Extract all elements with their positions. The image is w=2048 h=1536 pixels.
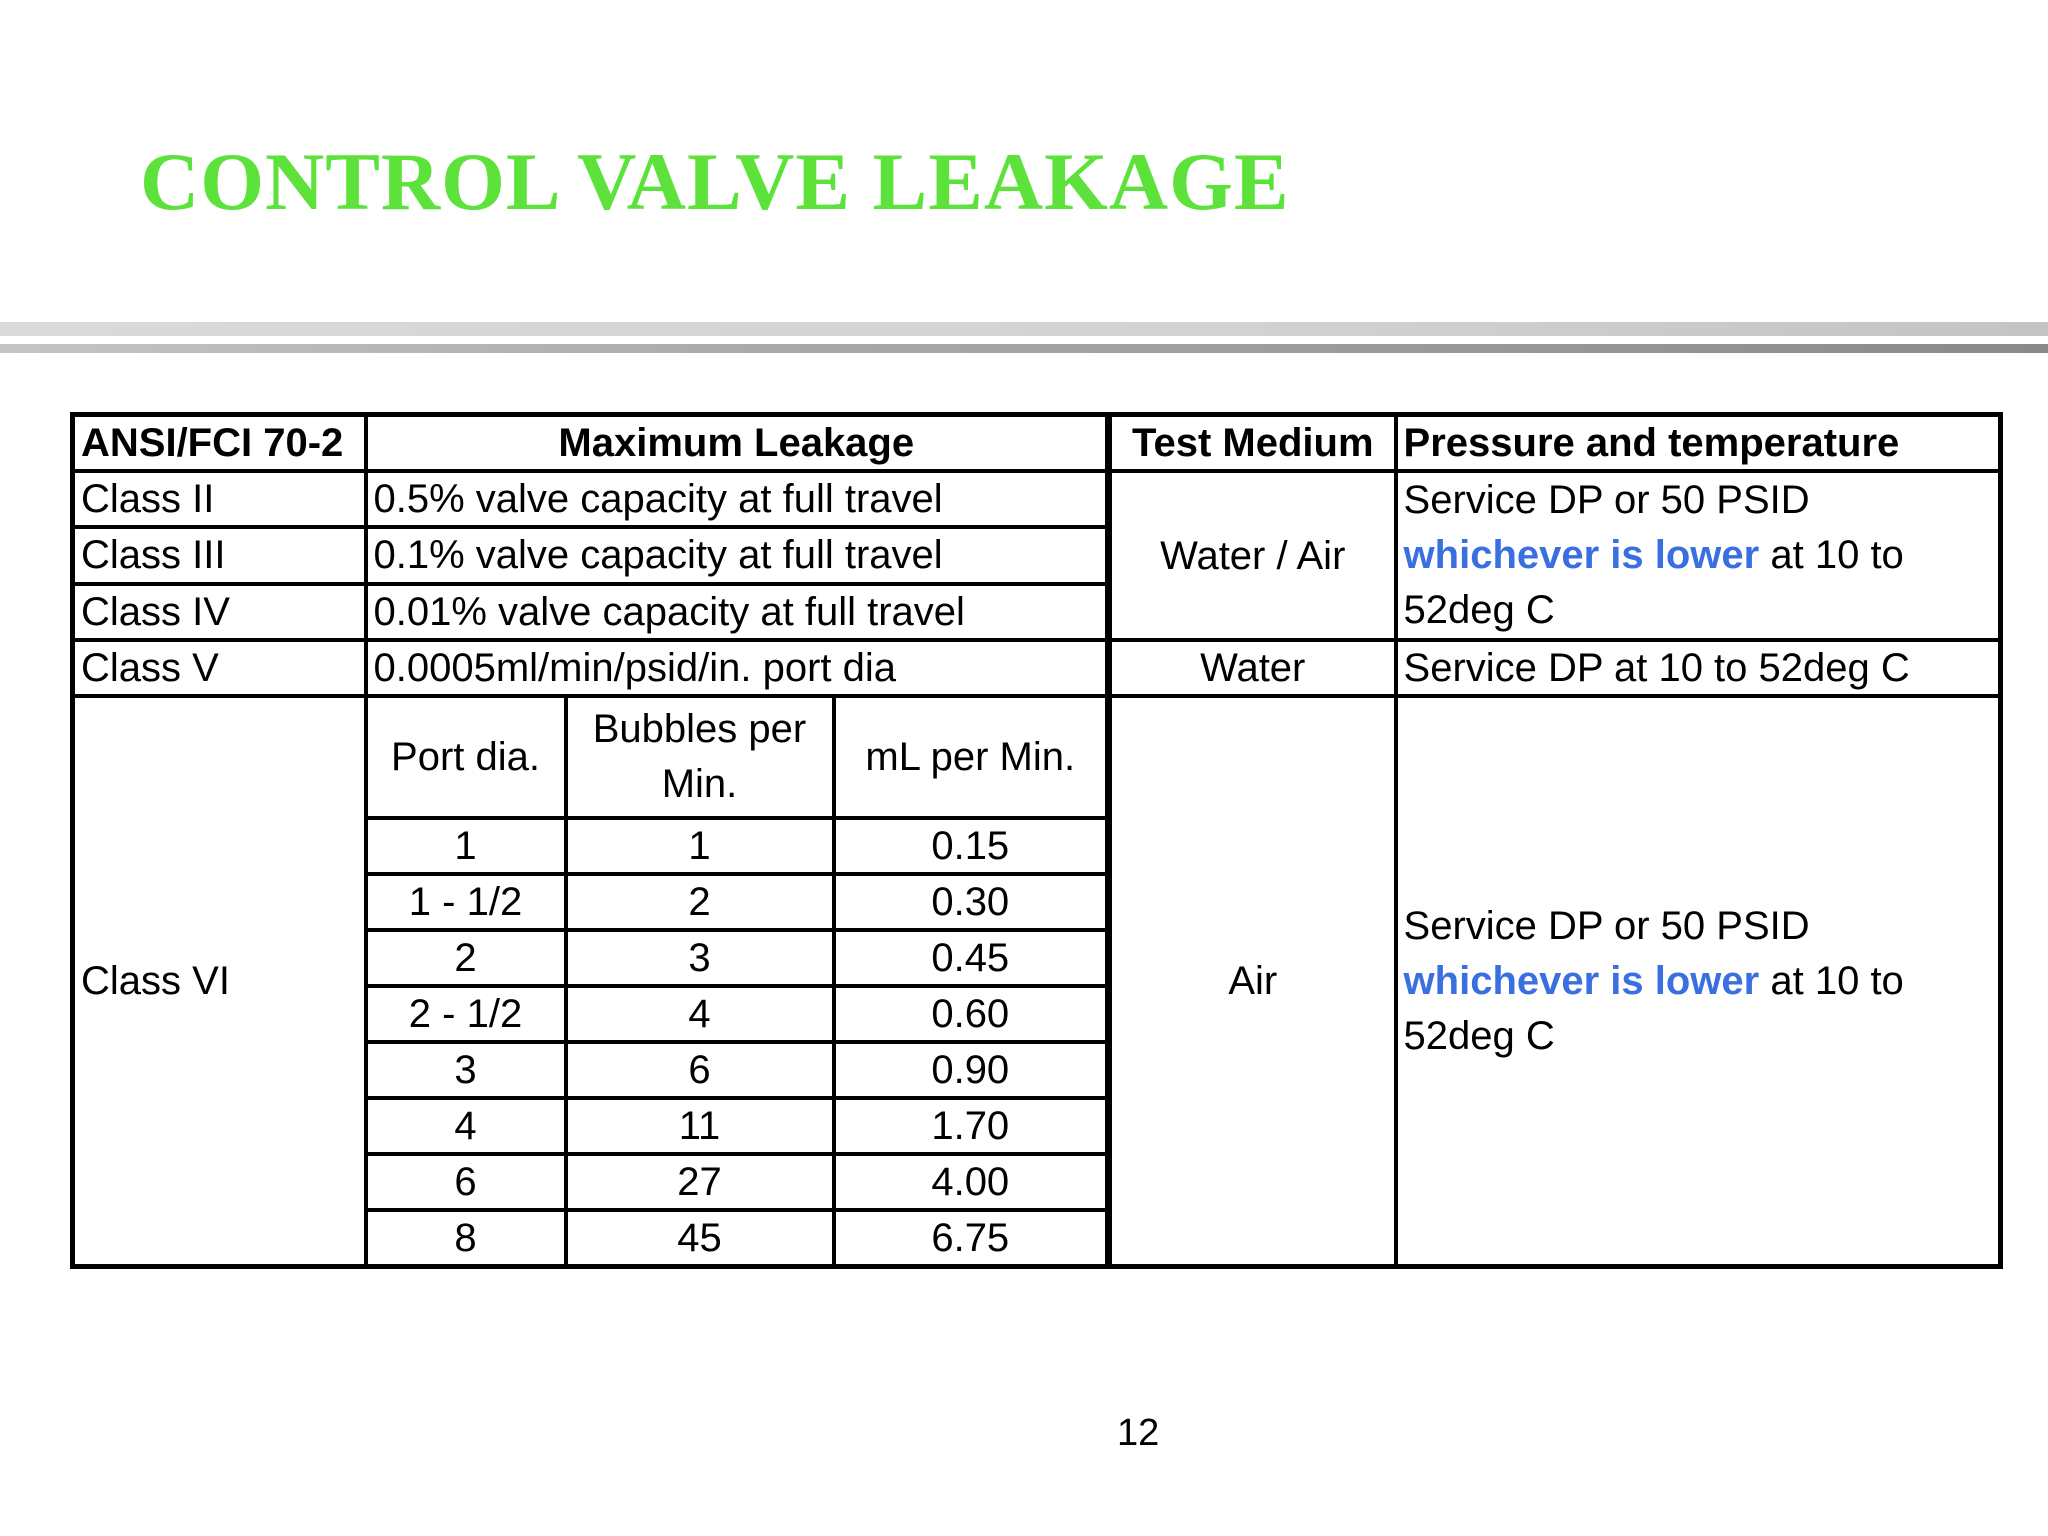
port-dia-cell: 1 xyxy=(366,818,566,874)
pressure-prefix: Service DP or 50 PSID xyxy=(1403,903,1810,948)
ml-cell: 1.70 xyxy=(834,1098,1109,1154)
class-label: Class VI xyxy=(73,696,366,1267)
port-dia-cell: 6 xyxy=(366,1154,566,1210)
bubbles-cell: 3 xyxy=(566,930,834,986)
ml-cell: 0.15 xyxy=(834,818,1109,874)
table-header-row xyxy=(73,415,2001,472)
port-dia-cell: 1 - 1/2 xyxy=(366,874,566,930)
ml-cell: 0.90 xyxy=(834,1042,1109,1098)
port-dia-cell: 4 xyxy=(366,1098,566,1154)
title-divider-light xyxy=(0,322,2048,336)
test-medium-value: Water / Air xyxy=(1109,471,1396,640)
bubbles-cell: 6 xyxy=(566,1042,834,1098)
ml-cell: 0.60 xyxy=(834,986,1109,1042)
class-label: Class II xyxy=(73,471,366,527)
table-row xyxy=(73,640,2001,696)
header-standard: ANSI/FCI 70-2 xyxy=(73,415,366,472)
bubbles-cell: 45 xyxy=(566,1210,834,1267)
max-leakage-value: 0.0005ml/min/psid/in. port dia xyxy=(366,640,1109,696)
page-number: 12 xyxy=(1117,1412,1160,1454)
port-dia-cell: 8 xyxy=(366,1210,566,1267)
header-max-leakage: Maximum Leakage xyxy=(366,415,1109,472)
pressure-suffix: at 10 to 52deg C xyxy=(1403,533,1904,632)
leakage-table xyxy=(70,412,2003,1269)
pressure-prefix: Service DP or 50 PSID xyxy=(1403,478,1810,522)
pressure-temperature-value: Service DP at 10 to 52deg C xyxy=(1396,640,2001,696)
class-label: Class V xyxy=(73,640,366,696)
max-leakage-value: 0.1% valve capacity at full travel xyxy=(366,527,1109,583)
ml-cell: 0.45 xyxy=(834,930,1109,986)
pressure-highlight: whichever is lower xyxy=(1403,533,1760,577)
class-label: Class III xyxy=(73,527,366,583)
bubbles-cell: 4 xyxy=(566,986,834,1042)
subheader-ml-per-min: mL per Min. xyxy=(834,696,1109,818)
subheader-port-dia: Port dia. xyxy=(366,696,566,818)
port-dia-cell: 2 xyxy=(366,930,566,986)
class-vi-subheader-row xyxy=(73,696,2001,818)
title-divider-dark xyxy=(0,344,2048,353)
ml-cell: 0.30 xyxy=(834,874,1109,930)
bubbles-cell: 27 xyxy=(566,1154,834,1210)
ml-cell: 4.00 xyxy=(834,1154,1109,1210)
slide-title: CONTROL VALVE LEAKAGE xyxy=(140,136,1290,227)
pressure-suffix: at 10 to 52deg C xyxy=(1403,958,1904,1058)
max-leakage-value: 0.01% valve capacity at full travel xyxy=(366,584,1109,640)
pressure-temperature-value xyxy=(1396,696,2001,1267)
table-row xyxy=(73,471,2001,527)
pressure-temperature-value xyxy=(1396,471,2001,640)
bubbles-cell: 11 xyxy=(566,1098,834,1154)
class-label: Class IV xyxy=(73,584,366,640)
test-medium-value: Water xyxy=(1109,640,1396,696)
pressure-highlight: whichever is lower xyxy=(1403,958,1760,1003)
header-pressure-temperature: Pressure and temperature xyxy=(1396,415,2001,472)
subheader-bubbles-per-min: Bubbles per Min. xyxy=(566,696,834,818)
max-leakage-value: 0.5% valve capacity at full travel xyxy=(366,471,1109,527)
ml-cell: 6.75 xyxy=(834,1210,1109,1267)
port-dia-cell: 2 - 1/2 xyxy=(366,986,566,1042)
header-test-medium: Test Medium xyxy=(1109,415,1396,472)
test-medium-value: Air xyxy=(1109,696,1396,1267)
bubbles-cell: 1 xyxy=(566,818,834,874)
bubbles-cell: 2 xyxy=(566,874,834,930)
port-dia-cell: 3 xyxy=(366,1042,566,1098)
